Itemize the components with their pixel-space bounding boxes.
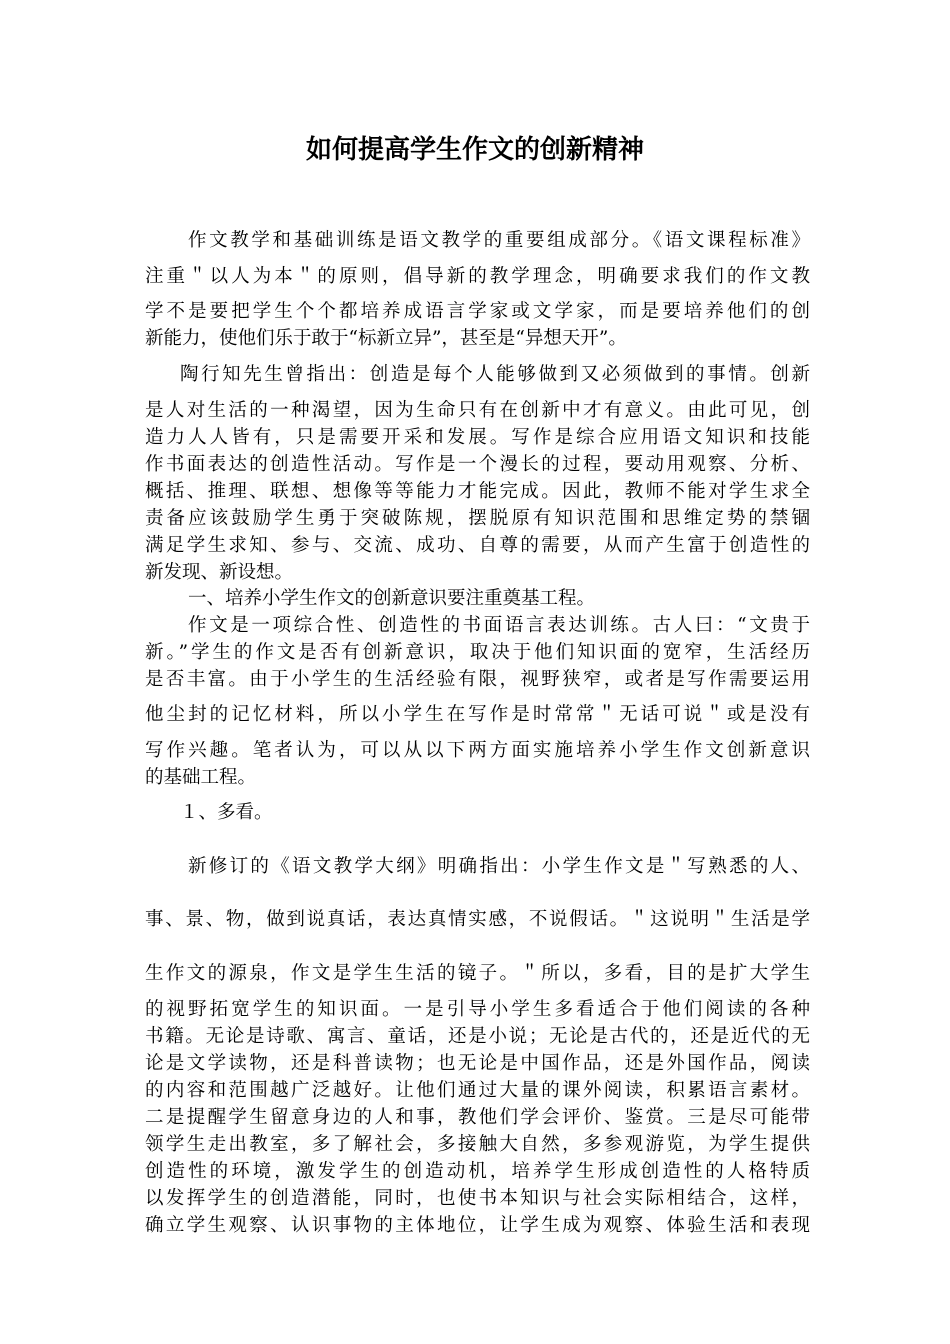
paragraph-line: 以发挥学生的创造潜能，同时，也使书本知识与社会实际相结合，这样，	[145, 1188, 810, 1209]
paragraph-line: 的视野拓宽学生的知识面。一是引导小学生多看适合于他们阅读的各种	[145, 999, 810, 1020]
paragraph-line: 书籍。无论是诗歌、寓言、童话，还是小说；无论是古代的，还是近代的无	[145, 1026, 810, 1047]
paragraph-line: 作文教学和基础训练是语文教学的重要组成部分。《语文课程标准》	[188, 230, 810, 251]
document-title: 如何提高学生作文的创新精神	[305, 135, 644, 165]
paragraph-line: 造力人人皆有，只是需要开采和发展。写作是综合应用语文知识和技能	[145, 427, 810, 448]
paragraph-line: 二是提醒学生留意身边的人和事，教他们学会评价、鉴赏。三是尽可能带	[145, 1107, 810, 1128]
paragraph-line: 论是文学读物，还是科普读物；也无论是中国作品，还是外国作品，阅读	[145, 1053, 810, 1074]
paragraph-line: 注重＂以人为本＂的原则，倡导新的教学理念，明确要求我们的作文教	[145, 266, 810, 287]
paragraph-line: 是否丰富。由于小学生的生活经验有限，视野狭窄，或者是写作需要运用	[145, 669, 810, 690]
paragraph-line: 确立学生观察、认识事物的主体地位，让学生成为观察、体验生活和表现	[145, 1215, 810, 1236]
paragraph-line: 责备应该鼓励学生勇于突破陈规，摆脱原有知识范围和思维定势的禁锢	[145, 508, 810, 529]
section-heading: 一、培养小学生作文的创新意识要注重奠基工程。	[188, 588, 596, 609]
paragraph-line: 领学生走出教室，多了解社会，多接触大自然，多参观游览，为学生提供	[145, 1134, 810, 1155]
paragraph-line: 写作兴趣。笔者认为，可以从以下两方面实施培养小学生作文创新意识	[145, 740, 810, 761]
paragraph-line: 新发现、新设想。	[145, 562, 294, 583]
paragraph-line: 陶行知先生曾指出：创造是每个人能够做到又必须做到的事情。创新	[180, 364, 810, 385]
paragraph-line: 学不是要把学生个个都培养成语言学家或文学家，而是要培养他们的创	[145, 301, 810, 322]
subsection-heading: １、多看。	[180, 802, 273, 823]
paragraph-line: 新能力，使他们乐于敢于“标新立异”，甚至是“异想天开”。	[145, 328, 627, 349]
paragraph-line: 新。”学生的作文是否有创新意识，取决于他们知识面的宽窄，生活经历	[145, 642, 810, 663]
paragraph-line: 他尘封的记忆材料，所以小学生在写作是时常常＂无话可说＂或是没有	[145, 704, 810, 725]
paragraph-line: 作文是一项综合性、创造性的书面语言表达训练。古人曰：“文贵于	[188, 615, 810, 636]
paragraph-line: 的基础工程。	[145, 767, 257, 788]
paragraph-line: 新修订的《语文教学大纲》明确指出：小学生作文是＂写熟悉的人、	[188, 856, 810, 877]
paragraph-line: 生作文的源泉，作文是学生生活的镜子。＂所以，多看，目的是扩大学生	[145, 963, 810, 984]
paragraph-line: 事、景、物，做到说真话，表达真情实感，不说假话。＂这说明＂生活是学	[145, 909, 810, 930]
paragraph-line: 作书面表达的创造性活动。写作是一个漫长的过程，要动用观察、分析、	[145, 454, 810, 475]
paragraph-line: 是人对生活的一种渴望，因为生命只有在创新中才有意义。由此可见，创	[145, 400, 810, 421]
paragraph-line: 满足学生求知、参与、交流、成功、自尊的需要，从而产生富于创造性的	[145, 535, 810, 556]
paragraph-line: 的内容和范围越广泛越好。让他们通过大量的课外阅读，积累语言素材。	[145, 1080, 810, 1101]
paragraph-line: 创造性的环境，激发学生的创造动机，培养学生形成创造性的人格特质	[145, 1161, 810, 1182]
paragraph-line: 概括、推理、联想、想像等等能力才能完成。因此，教师不能对学生求全	[145, 481, 810, 502]
